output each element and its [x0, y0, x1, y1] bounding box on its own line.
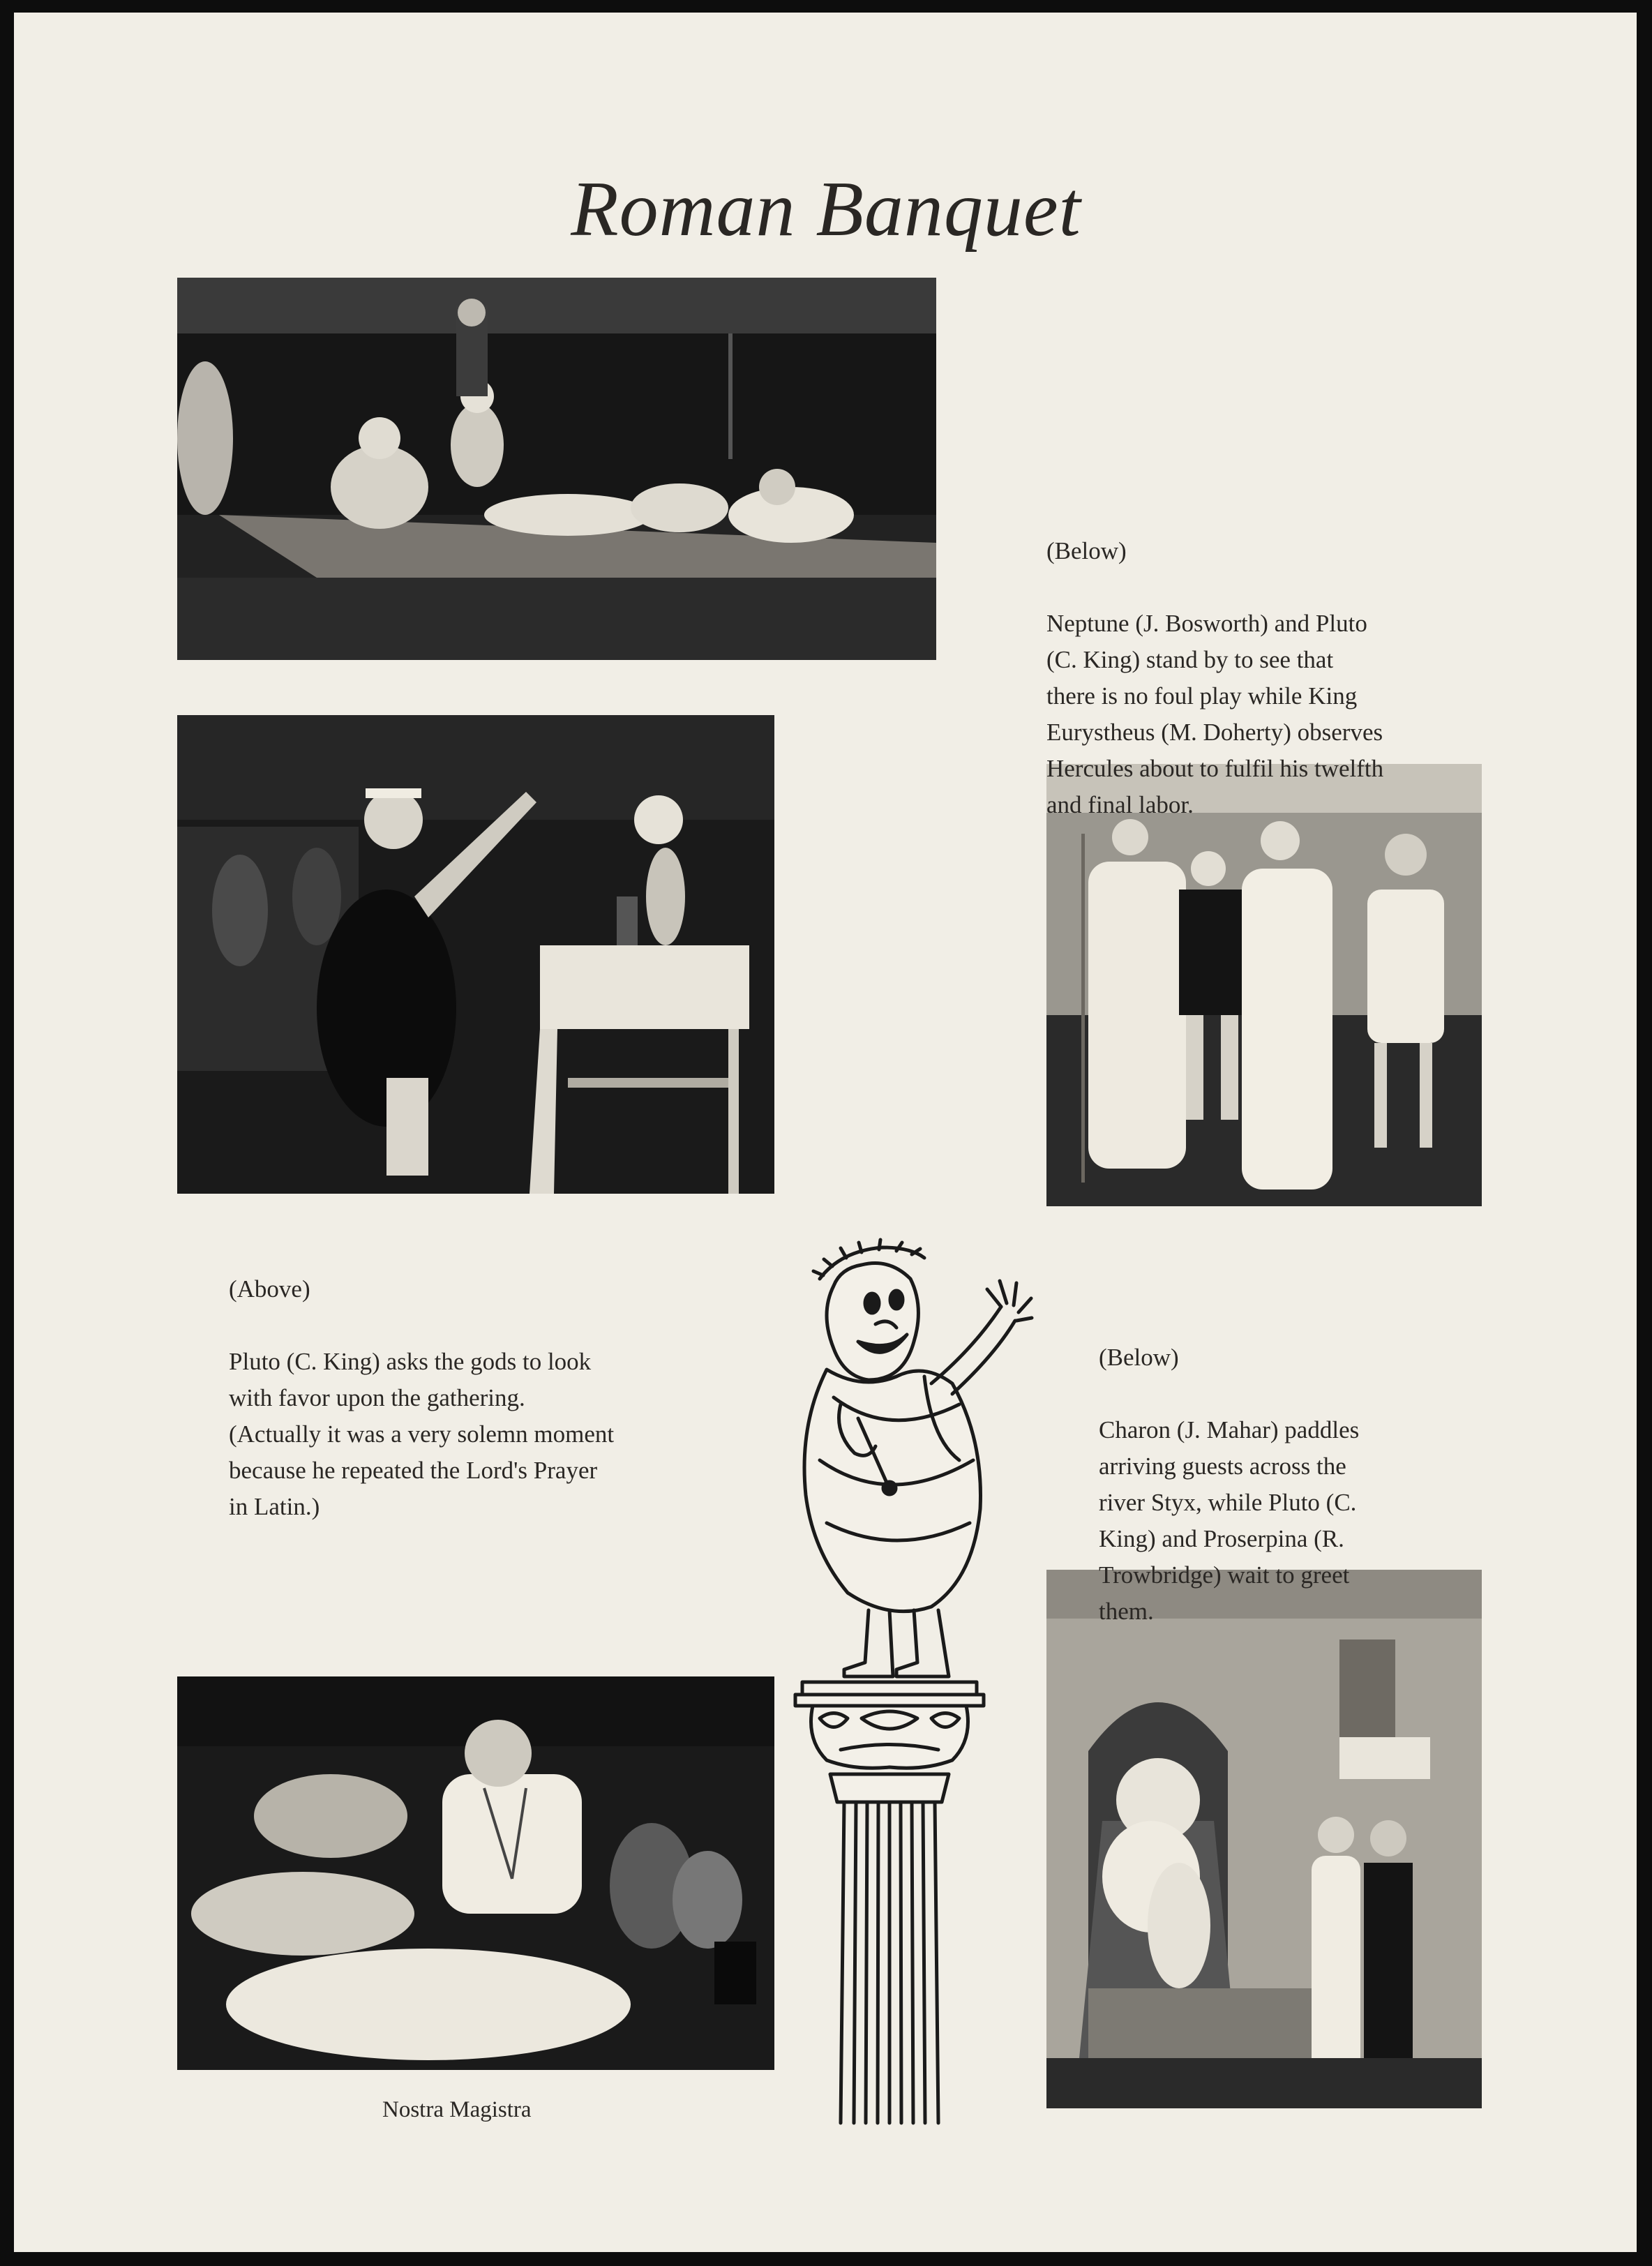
charon-caption-heading: (Below) — [1099, 1344, 1179, 1371]
pluto-prayer-caption-text: Pluto (C. King) asks the gods to look with favor upon the gathering. (Actually it was a very solemn moment because he repeated the Lord's Prayer in Latin.) — [229, 1348, 615, 1520]
charon-caption-text: Charon (J. Mahar) paddles arriving guests across the river Styx, while Pluto (C. King) and Proserpina (R. Trowbridge) wait to greet them. — [1099, 1416, 1360, 1625]
nostra-magistra-label: Nostra Magistra — [382, 2097, 532, 2122]
page-title: Roman Banquet — [571, 166, 1081, 253]
neptune-caption-text: Neptune (J. Bosworth) and Pluto (C. King) stand by to see that there is no foul play while King Eurystheus (M. Doherty) observes Hercules about to fulfil his twelfth and final labor. — [1046, 610, 1384, 818]
neptune-caption — [1046, 497, 1535, 860]
banquet-floor-photo — [177, 278, 936, 660]
pluto-prayer-caption — [229, 1235, 787, 1561]
charon-caption — [1099, 1303, 1489, 1666]
nostra-magistra-photo — [177, 1676, 774, 2070]
pluto-prayer-photo — [177, 715, 774, 1194]
neptune-caption-heading: (Below) — [1046, 537, 1127, 564]
roman-column-cartoon — [792, 1230, 1057, 2130]
pluto-prayer-caption-heading: (Above) — [229, 1275, 310, 1303]
yearbook-page — [14, 13, 1637, 2252]
